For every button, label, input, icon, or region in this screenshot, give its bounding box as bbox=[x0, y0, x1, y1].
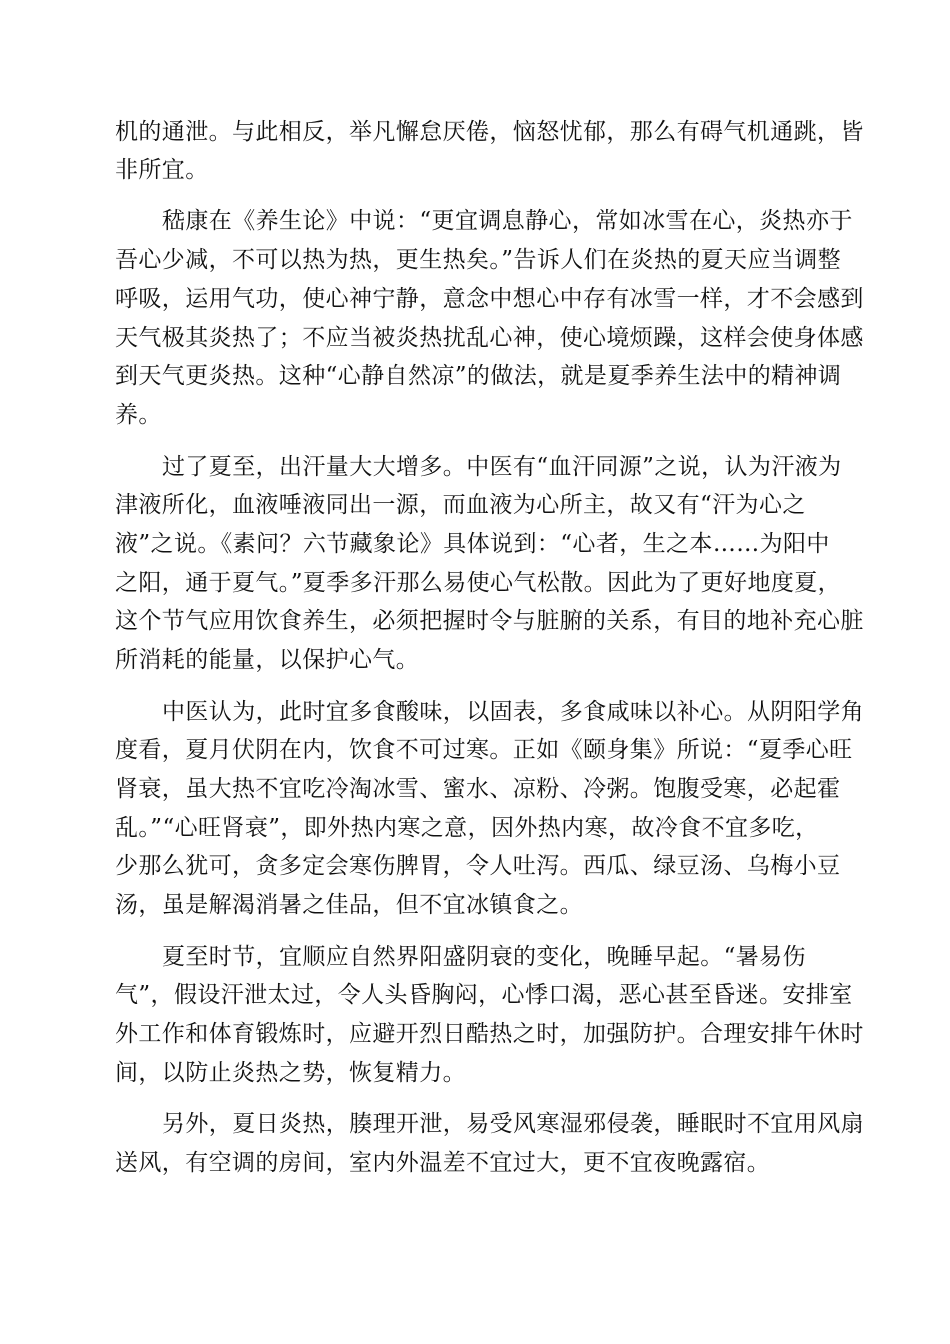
paragraph-3-line-3: 液”之说。《素问？六节藏象论》具体说到：“心者，生之本……为阳中 bbox=[115, 531, 830, 557]
paragraph-2-line-1: 嵇康在《养生论》中说：“更宜调息静心，常如冰雪在心，炎热亦于 bbox=[162, 208, 853, 234]
paragraph-3-line-5: 这个节气应用饮食养生，必须把握时令与脏腑的关系，有目的地补充心脏 bbox=[115, 608, 864, 634]
paragraph-5-line-3: 外工作和体育锻炼时，应避开烈日酷热之时，加强防护。合理安排午休时 bbox=[115, 1021, 864, 1047]
paragraph-4-line-2: 度看，夏月伏阴在内，饮食不可过寒。正如《颐身集》所说：“夏季心旺 bbox=[115, 737, 853, 763]
paragraph-4-line-3: 肾衰，虽大热不宜吃冷淘冰雪、蜜水、凉粉、冷粥。饱腹受寒，必起霍 bbox=[115, 776, 841, 802]
paragraph-6-line-2: 送风，有空调的房间，室内外温差不宜过大，更不宜夜晚露宿。 bbox=[115, 1150, 771, 1176]
paragraph-3-line-2: 津液所化，血液唾液同出一源，而血液为心所主，故又有“汗为心之 bbox=[115, 492, 806, 518]
paragraph-1-line-1: 机的通泄。与此相反，举凡懈怠厌倦，恼怒忧郁，那么有碍气机通跳，皆 bbox=[115, 119, 864, 145]
paragraph-4-line-5: 少那么犹可，贪多定会寒伤脾胃，令人吐泻。西瓜、绿豆汤、乌梅小豆 bbox=[115, 853, 841, 879]
paragraph-5-line-2: 气”，假设汗泄太过，令人头昏胸闷，心悸口渴，恶心甚至昏迷。安排室 bbox=[115, 982, 853, 1008]
paragraph-2-line-6: 养。 bbox=[115, 402, 162, 428]
paragraph-2-line-5: 到天气更炎热。这种“心静自然凉”的做法，就是夏季养生法中的精神调 bbox=[115, 363, 842, 389]
paragraph-6-line-1: 另外，夏日炎热，腠理开泄，易受风寒湿邪侵袭，睡眠时不宜用风扇 bbox=[162, 1111, 864, 1137]
paragraph-4-line-6: 汤，虽是解渴消暑之佳品，但不宜冰镇食之。 bbox=[115, 892, 583, 918]
paragraph-5-line-4: 间，以防止炎热之势，恢复精力。 bbox=[115, 1060, 466, 1086]
paragraph-2-line-4: 天气极其炎热了；不应当被炎热扰乱心神，使心境烦躁，这样会使身体感 bbox=[115, 325, 864, 351]
paragraph-4-line-4: 乱。”“心旺肾衰”，即外热内寒之意，因外热内寒，故冷食不宜多吃， bbox=[115, 815, 819, 841]
paragraph-1-line-2: 非所宜。 bbox=[115, 157, 209, 183]
paragraph-2-line-3: 呼吸，运用气功，使心神宁静，意念中想心中存有冰雪一样，才不会感到 bbox=[115, 286, 864, 312]
paragraph-2-line-2: 吾心少减，不可以热为热，更生热矣。”告诉人们在炎热的夏天应当调整 bbox=[115, 247, 842, 273]
paragraph-4-line-1: 中医认为，此时宜多食酸味，以固表，多食咸味以补心。从阴阳学角 bbox=[162, 699, 864, 725]
paragraph-3-line-6: 所消耗的能量，以保护心气。 bbox=[115, 647, 420, 673]
paragraph-3-line-1: 过了夏至，出汗量大大增多。中医有“血汗同源”之说，认为汗液为 bbox=[162, 454, 842, 480]
paragraph-5-line-1: 夏至时节，宜顺应自然界阳盛阴衰的变化，晚睡早起。“暑易伤 bbox=[162, 944, 806, 970]
paragraph-3-line-4: 之阳，通于夏气。”夏季多汗那么易使心气松散。因此为了更好地度夏， bbox=[115, 570, 842, 596]
